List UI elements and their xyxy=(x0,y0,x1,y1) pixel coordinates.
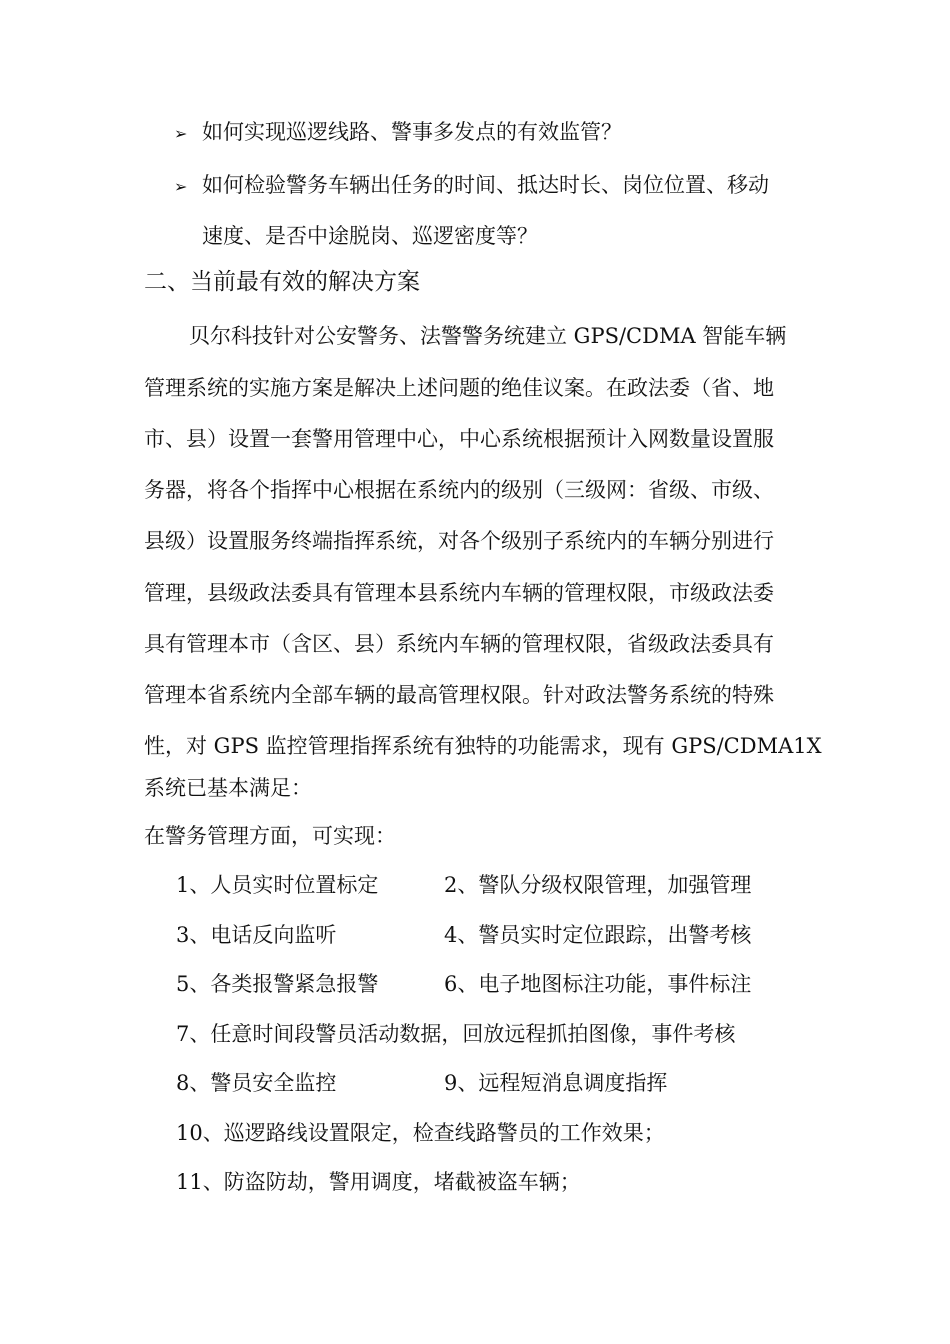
arrow-bullet-icon: ➢ xyxy=(174,177,188,196)
paragraph-line: 务器，将各个指挥中心根据在系统内的级别（三级网：省级、市级、 xyxy=(144,478,774,502)
feature-item: 3、电话反向监听 xyxy=(176,923,337,947)
paragraph-line: 具有管理本市（含区、县）系统内车辆的管理权限，省级政法委具有 xyxy=(144,632,774,656)
paragraph-line: 性，对 GPS 监控管理指挥系统有独特的功能需求，现有 GPS/CDMA1X xyxy=(144,734,822,758)
feature-item: 9、远程短消息调度指挥 xyxy=(444,1071,668,1095)
paragraph-line: 市、县）设置一套警用管理中心，中心系统根据预计入网数量设置服 xyxy=(144,427,774,451)
section-heading: 二、当前最有效的解决方案 xyxy=(144,269,420,295)
paragraph-line: 贝尔科技针对公安警务、法警警务统建立 GPS/CDMA 智能车辆 xyxy=(189,324,787,348)
feature-item: 2、警队分级权限管理，加强管理 xyxy=(444,873,752,897)
paragraph-line: 管理，县级政法委具有管理本县系统内车辆的管理权限，市级政法委 xyxy=(144,581,774,605)
bullet-item xyxy=(174,118,622,148)
paragraph-line: 管理本省系统内全部车辆的最高管理权限。针对政法警务系统的特殊 xyxy=(144,683,774,707)
feature-item: 5、各类报警紧急报警 xyxy=(176,972,379,996)
paragraph-line: 系统已基本满足： xyxy=(144,776,312,800)
feature-item: 11、防盗防劫，警用调度，堵截被盗车辆； xyxy=(176,1170,581,1194)
bullet-text: 如何实现巡逻线路、警事多发点的有效监管？ xyxy=(202,120,622,144)
paragraph-line: 县级）设置服务终端指挥系统，对各个级别子系统内的车辆分别进行 xyxy=(144,529,774,553)
bullet-continuation: 速度、是否中途脱岗、巡逻密度等？ xyxy=(202,224,538,248)
feature-item: 10、巡逻路线设置限定，检查线路警员的工作效果； xyxy=(176,1121,665,1145)
feature-item: 1、人员实时位置标定 xyxy=(176,873,379,897)
bullet-item xyxy=(174,171,769,201)
paragraph-line: 管理系统的实施方案是解决上述问题的绝佳议案。在政法委（省、地 xyxy=(144,376,774,400)
feature-item: 7、任意时间段警员活动数据，回放远程抓拍图像，事件考核 xyxy=(176,1022,736,1046)
feature-item: 8、警员安全监控 xyxy=(176,1071,337,1095)
feature-item: 4、警员实时定位跟踪，出警考核 xyxy=(444,923,752,947)
arrow-bullet-icon: ➢ xyxy=(174,124,188,143)
feature-item: 6、电子地图标注功能，事件标注 xyxy=(444,972,752,996)
features-intro: 在警务管理方面，可实现： xyxy=(144,824,396,848)
bullet-text: 如何检验警务车辆出任务的时间、抵达时长、岗位位置、移动 xyxy=(202,173,769,197)
